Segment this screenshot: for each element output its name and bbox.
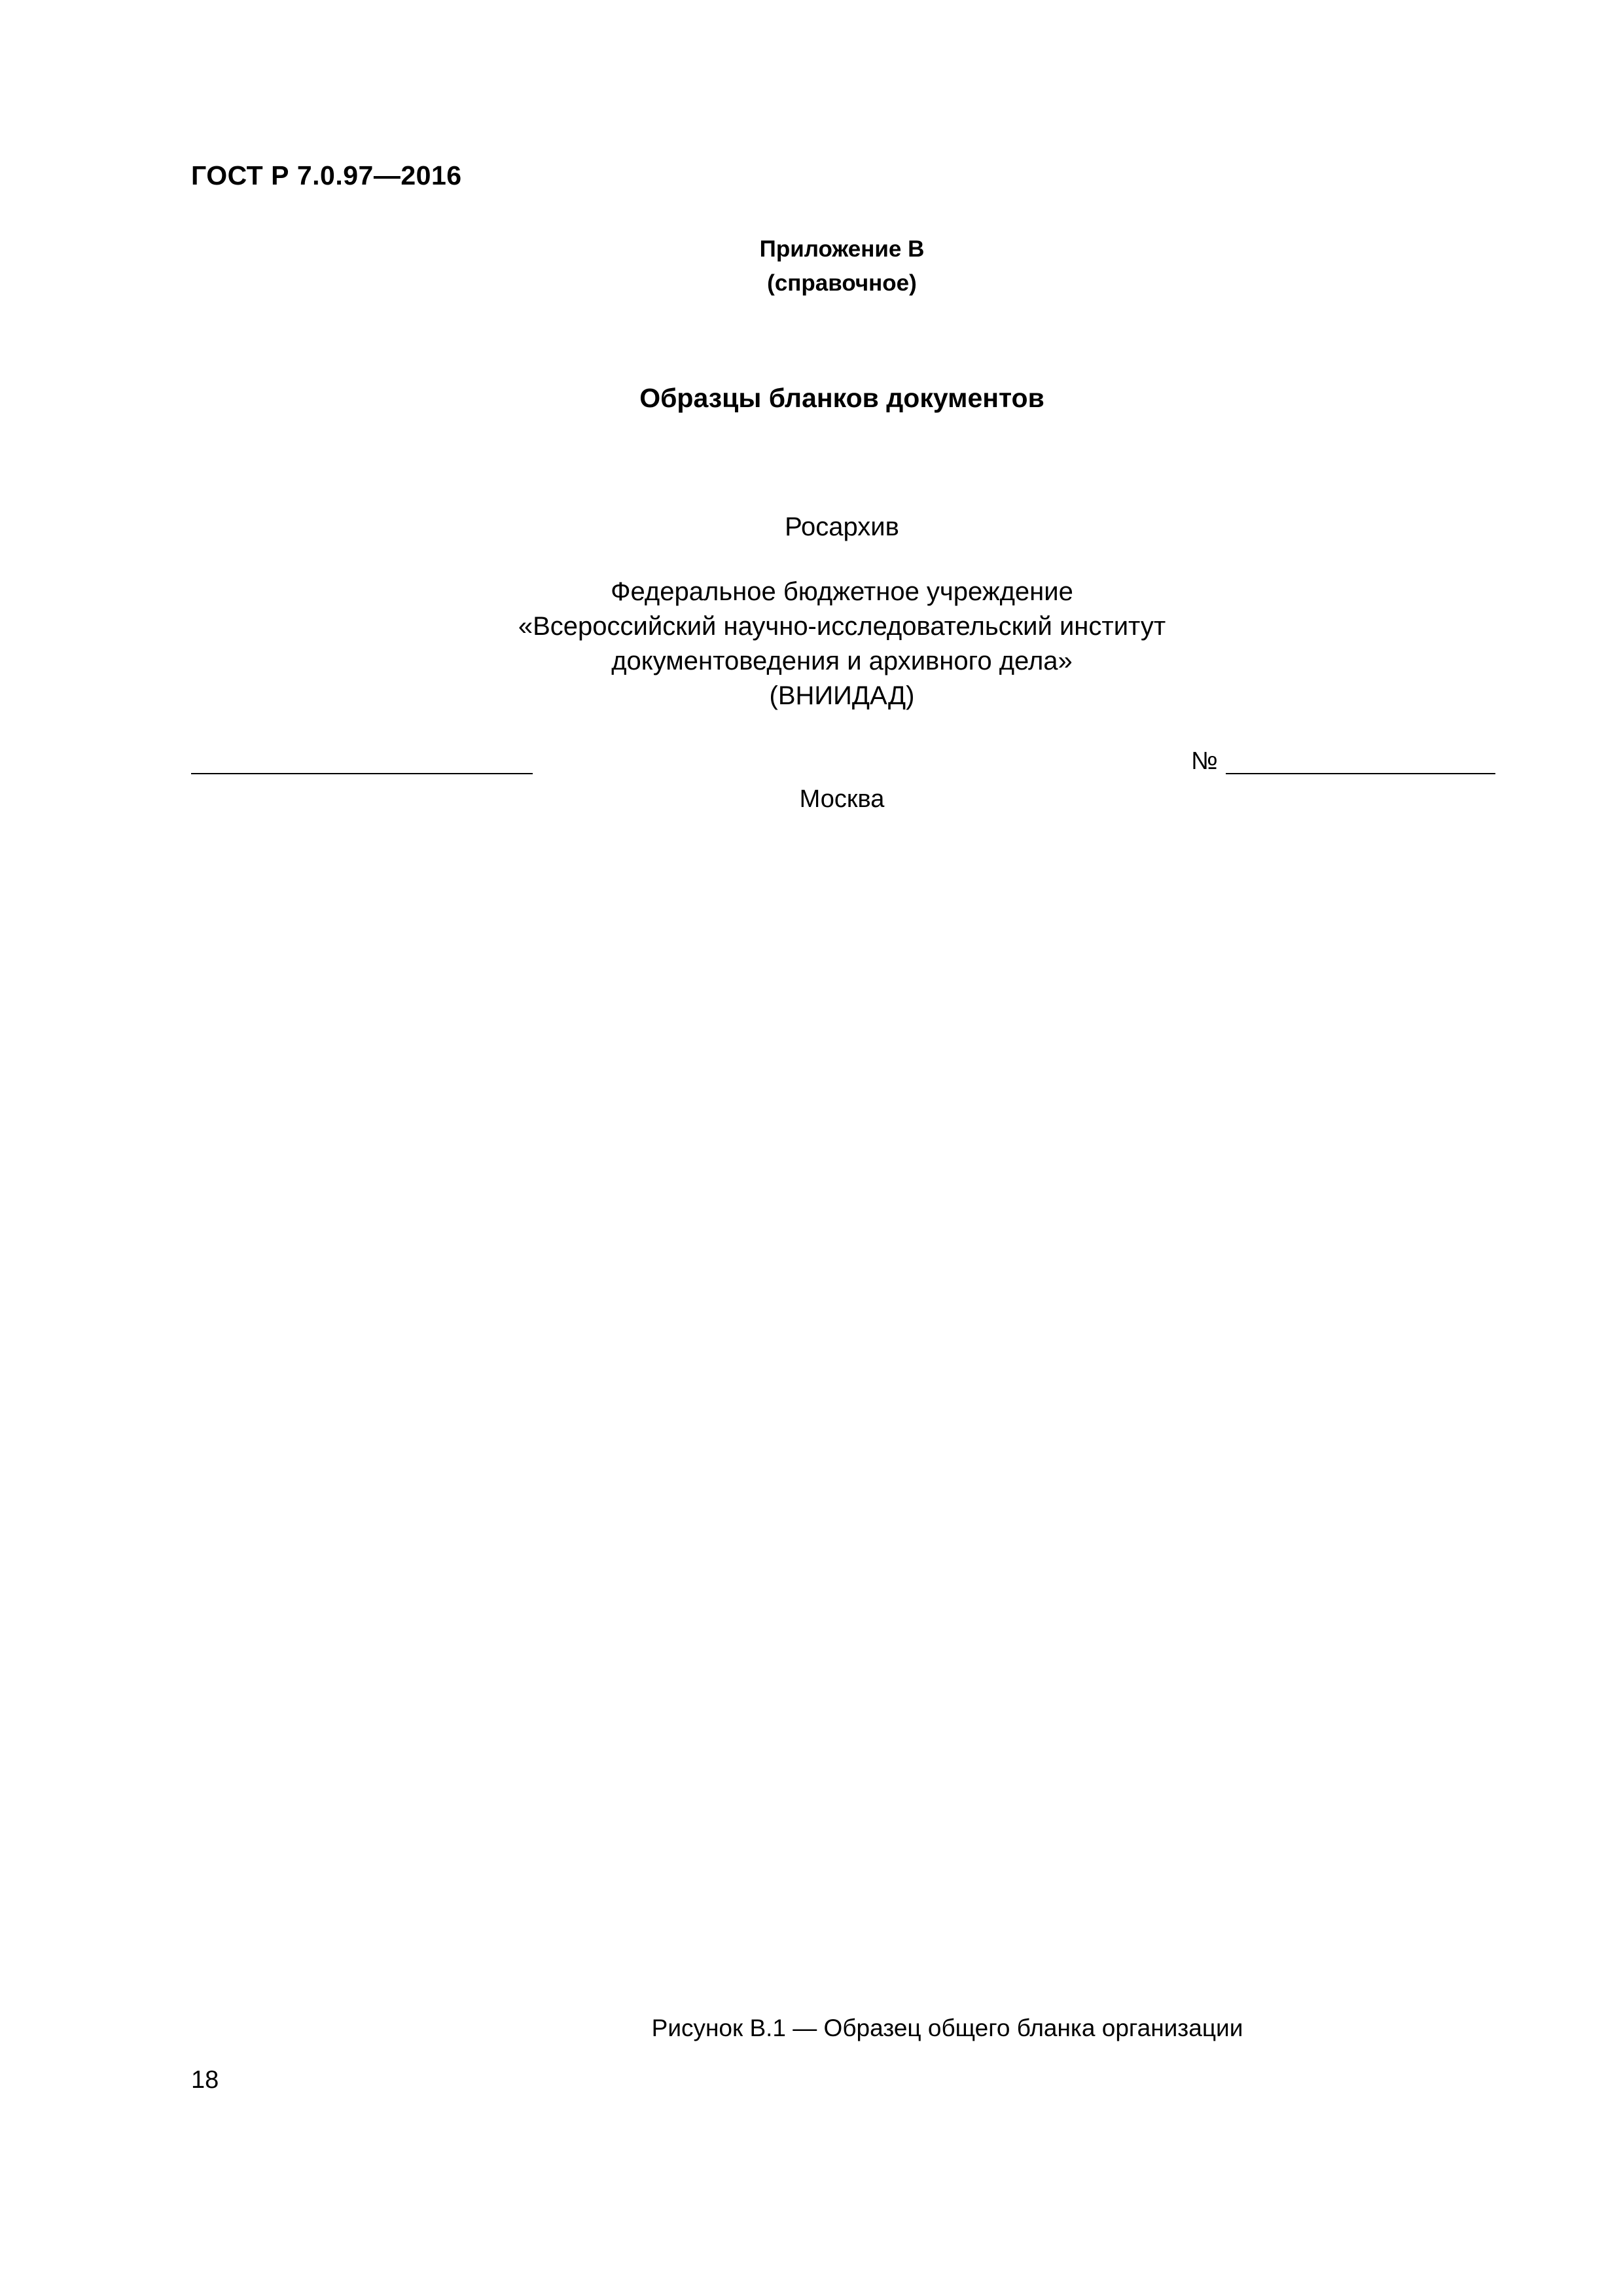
standard-code: ГОСТ Р 7.0.97—2016 bbox=[191, 160, 462, 190]
section-title: Образцы бланков документов bbox=[639, 383, 1044, 413]
number-sign: № bbox=[1191, 747, 1218, 775]
appendix-title: Приложение В bbox=[759, 236, 925, 262]
agency-name: Росархив bbox=[785, 512, 899, 541]
city-name: Москва bbox=[799, 785, 885, 813]
organization-line: Федеральное бюджетное учреждение bbox=[611, 577, 1073, 606]
figure-caption: Рисунок В.1 — Образец общего бланка организации bbox=[651, 2015, 1243, 2041]
page-number: 18 bbox=[191, 2066, 219, 2094]
number-blank-line bbox=[1226, 773, 1495, 774]
organization-line: документоведения и архивного дела» bbox=[611, 647, 1073, 675]
appendix-status: (справочное) bbox=[767, 270, 917, 296]
date-blank-line bbox=[191, 773, 533, 774]
appendix-heading bbox=[0, 232, 1623, 300]
organization-line: «Всероссийский научно-исследовательский институт bbox=[518, 612, 1166, 641]
organization-abbreviation: (ВНИИДАД) bbox=[769, 681, 915, 710]
organization-name-block bbox=[0, 575, 1623, 713]
